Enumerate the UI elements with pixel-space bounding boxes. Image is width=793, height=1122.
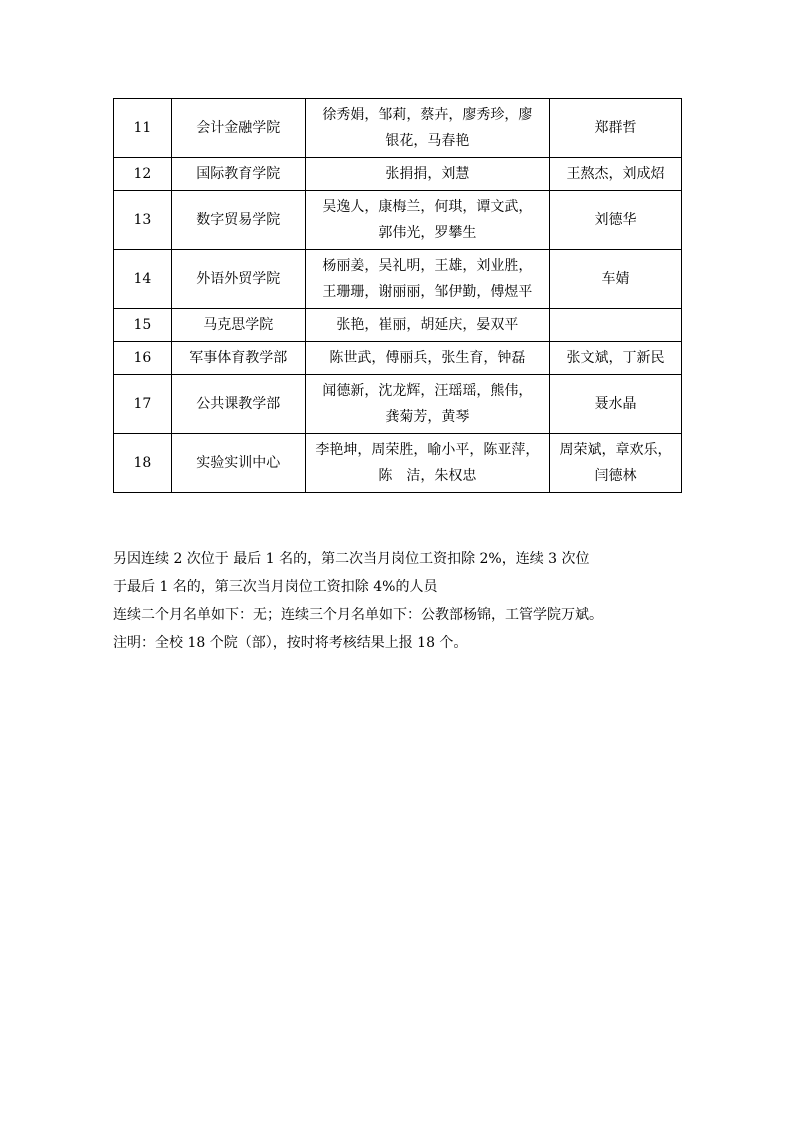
- note-line: 注明：全校 18 个院（部），按时将考核结果上报 18 个。: [113, 635, 468, 651]
- member-line: 张艳，崔丽，胡延庆，晏双平: [336, 317, 519, 333]
- table-row: [114, 99, 682, 158]
- member-line: 陈 洁，朱权忠: [378, 468, 477, 484]
- member-line: 李艳坤，周荣胜，喻小平，陈亚萍，: [315, 442, 540, 458]
- member-line: 吴逸人，康梅兰，何琪，谭文武，: [322, 199, 533, 215]
- row-number: 17: [114, 375, 172, 434]
- department-name: 会计金融学院: [171, 99, 305, 158]
- row-number: 12: [114, 158, 172, 191]
- row-number: 14: [114, 250, 172, 309]
- row-number: 15: [114, 309, 172, 342]
- leader-line: 郑群哲: [594, 120, 637, 136]
- leader-list: [550, 191, 682, 250]
- department-name: 外语外贸学院: [171, 250, 305, 309]
- member-list: [305, 250, 549, 309]
- department-name: 公共课教学部: [171, 375, 305, 434]
- note-line: 于最后 1 名的，第三次当月岗位工资扣除 4%的人员: [113, 579, 438, 595]
- leader-list: [550, 99, 682, 158]
- member-list: [305, 99, 549, 158]
- leader-line: 车婧: [601, 271, 630, 287]
- leader-line: 聂水晶: [594, 396, 637, 412]
- member-list: [305, 191, 549, 250]
- member-line: 郭伟光，罗攀生: [378, 225, 477, 241]
- member-list: [305, 309, 549, 342]
- assessment-table: [113, 98, 682, 493]
- leader-line: 张文斌，丁新民: [566, 350, 665, 366]
- member-line: 陈世武，傅丽兵，张生育，钟磊: [329, 350, 526, 366]
- table-row: [114, 309, 682, 342]
- table-row: [114, 191, 682, 250]
- table-row: [114, 250, 682, 309]
- table-row: [114, 158, 682, 191]
- member-line: 银花，马春艳: [385, 133, 470, 149]
- leader-list: [550, 158, 682, 191]
- member-line: 杨丽姜，吴礼明，王雄，刘业胜，: [322, 258, 533, 274]
- leader-list: [550, 434, 682, 493]
- leader-line: 周荣斌，章欢乐，: [559, 442, 672, 458]
- department-name: 军事体育教学部: [171, 342, 305, 375]
- member-line: 闻德新，沈龙辉，汪瑶瑶，熊伟，: [322, 383, 533, 399]
- department-name: 数字贸易学院: [171, 191, 305, 250]
- member-line: 张捐捐，刘慧: [385, 166, 470, 182]
- member-list: [305, 434, 549, 493]
- leader-line: 闫德林: [594, 468, 637, 484]
- leader-line: 刘德华: [594, 212, 637, 228]
- member-list: [305, 375, 549, 434]
- row-number: 13: [114, 191, 172, 250]
- row-number: 18: [114, 434, 172, 493]
- member-line: 龚菊芳，黄琴: [385, 409, 470, 425]
- table-row: [114, 342, 682, 375]
- department-name: 实验实训中心: [171, 434, 305, 493]
- department-name: 马克思学院: [171, 309, 305, 342]
- note-line: 连续二个月名单如下：无；连续三个月名单如下：公教部杨锦，工管学院万斌。: [113, 607, 603, 623]
- table-body: [114, 99, 682, 493]
- member-line: 徐秀娟，邹莉，蔡卉，廖秀珍，廖: [322, 107, 533, 123]
- member-line: 王珊珊，谢丽丽，邹伊勤，傅煜平: [322, 284, 533, 300]
- leader-list: [550, 375, 682, 434]
- leader-list: [550, 342, 682, 375]
- note-line: 另因连续 2 次位于 最后 1 名的，第二次当月岗位工资扣除 2%，连续 3 次位: [113, 551, 590, 567]
- table-row: [114, 375, 682, 434]
- member-list: [305, 158, 549, 191]
- leader-line: 王熬杰，刘成炤: [566, 166, 665, 182]
- leader-list: [550, 250, 682, 309]
- member-list: [305, 342, 549, 375]
- row-number: 16: [114, 342, 172, 375]
- table-row: [114, 434, 682, 493]
- department-name: 国际教育学院: [171, 158, 305, 191]
- row-number: 11: [114, 99, 172, 158]
- notes-section: [113, 545, 688, 657]
- leader-list: [550, 309, 682, 342]
